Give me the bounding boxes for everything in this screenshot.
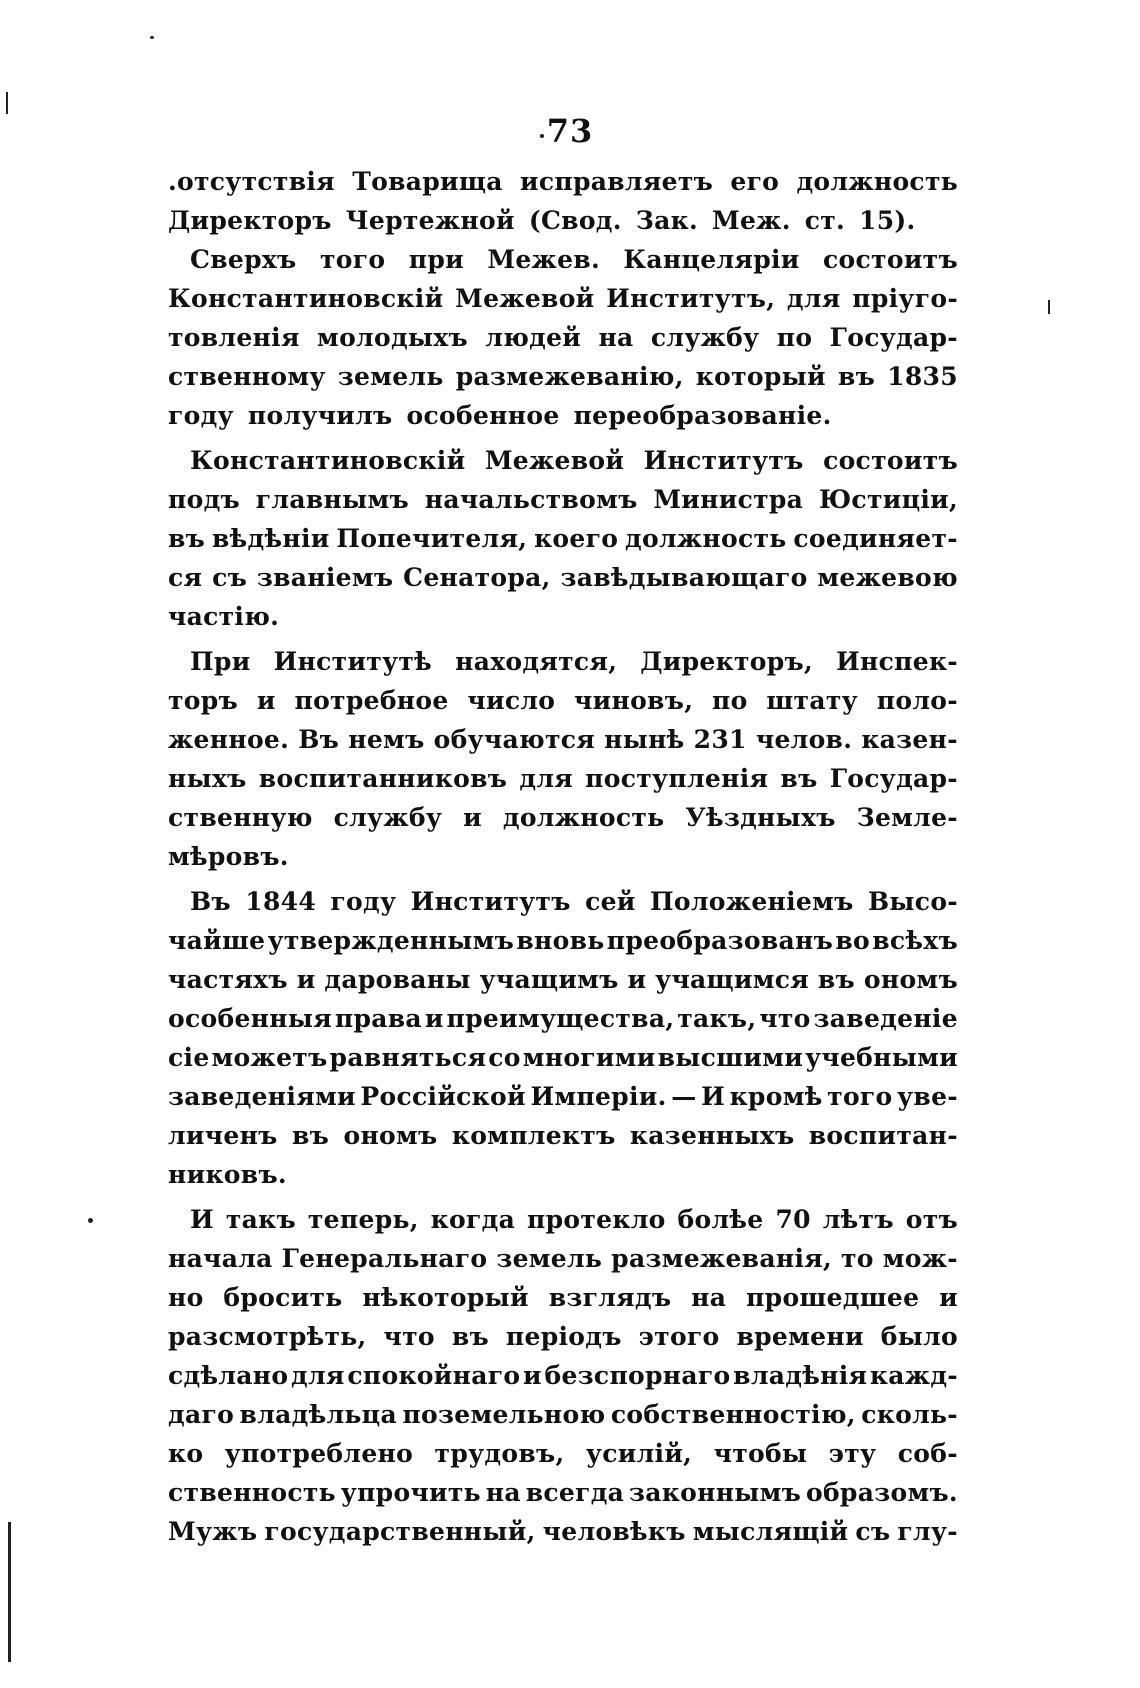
text-line: Мужъ государственный, человѣкъ мыслящій съ глу- [168,1517,958,1546]
text-line: мѣровъ. [168,842,289,871]
text-line: Сверхъ того при Межев. Канцеляріи состоитъ [190,245,958,274]
scan-mark-left-bottom [8,1522,11,1662]
text-line: разсмотрѣть, что въ періодъ этого времени было [168,1322,958,1351]
text-line: заведеніями Россійской Имперіи. — И кромѣ того уве- [168,1082,958,1111]
text-line: ся съ званіемъ Сенатора, завѣдывающаго межевою [168,563,958,592]
text-line: начала Генеральнаго земель размежеванія, то мож- [168,1244,958,1273]
text-line: И такъ теперь, когда протекло болѣе 70 лѣтъ отъ [190,1205,958,1234]
page-number: 73 [546,112,594,150]
scan-dot-number [540,134,544,138]
scan-dot-left [88,1218,93,1223]
text-line: частію. [168,602,280,631]
text-line: женное. Въ немъ обучаются нынѣ 231 челов. казен- [168,725,958,754]
text-line: торъ и потребное число чиновъ, по штату поло- [168,686,958,715]
scan-dot-top [150,36,154,39]
text-line: товленія молодыхъ людей на службу по Государ- [168,323,958,352]
scan-mark-left-top [6,92,8,114]
text-line: ныхъ воспитанниковъ для поступленія въ Государ- [168,764,958,793]
text-line: въ вѣдѣніи Попечителя, коего должность соединяет- [168,524,958,553]
text-line: сіе можетъ равняться со многими высшими учебными [168,1043,958,1072]
text-line: Константиновскій Межевой Институтъ, для пріуго- [168,284,958,313]
text-line: даго владѣльца поземельною собственностію, сколь- [168,1400,958,1429]
text-line: но бросить нѣкоторый взглядъ на прошедшее и [168,1283,958,1312]
text-line: особенныя права и преимущества, такъ, что заведеніе [168,1004,958,1033]
text-line: никовъ. [168,1160,287,1189]
text-line: Директоръ Чертежной (Свод. Зак. Меж. ст. 15). [168,206,916,235]
body-text [168,162,958,1551]
text-line: ко употреблено трудовъ, усилій, чтобы эту соб- [168,1439,958,1468]
text-line: чайше утвержденнымъ вновь преобразованъ во всѣхъ [168,926,958,955]
text-line: подъ главнымъ начальствомъ Министра Юстиціи, [168,485,958,514]
text-line: частяхъ и дарованы учащимъ и учащимся въ ономъ [168,965,958,994]
text-line: личенъ въ ономъ комплектъ казенныхъ воспитан- [168,1121,958,1150]
text-line: сдѣлано для спокойнаго и безспорнаго владѣнія кажд- [168,1361,958,1390]
text-line: ственность упрочить на всегда законнымъ образомъ. [168,1478,958,1507]
scan-mark-right [1048,300,1050,314]
text-line: .отсутствія Товарища исправляетъ его должность [168,167,958,196]
text-line: Въ 1844 году Институтъ сей Положеніемъ Высо- [190,887,958,916]
text-line: ственную службу и должность Уѣздныхъ Земле- [168,803,958,832]
text-line: При Институтѣ находятся, Директоръ, Инспек- [190,647,958,676]
text-line: Константиновскій Межевой Институтъ состоитъ [190,446,958,475]
text-line: ственному земель размежеванію, который въ 1835 [168,362,958,391]
text-line: году получилъ особенное переобразованіе. [168,401,832,430]
